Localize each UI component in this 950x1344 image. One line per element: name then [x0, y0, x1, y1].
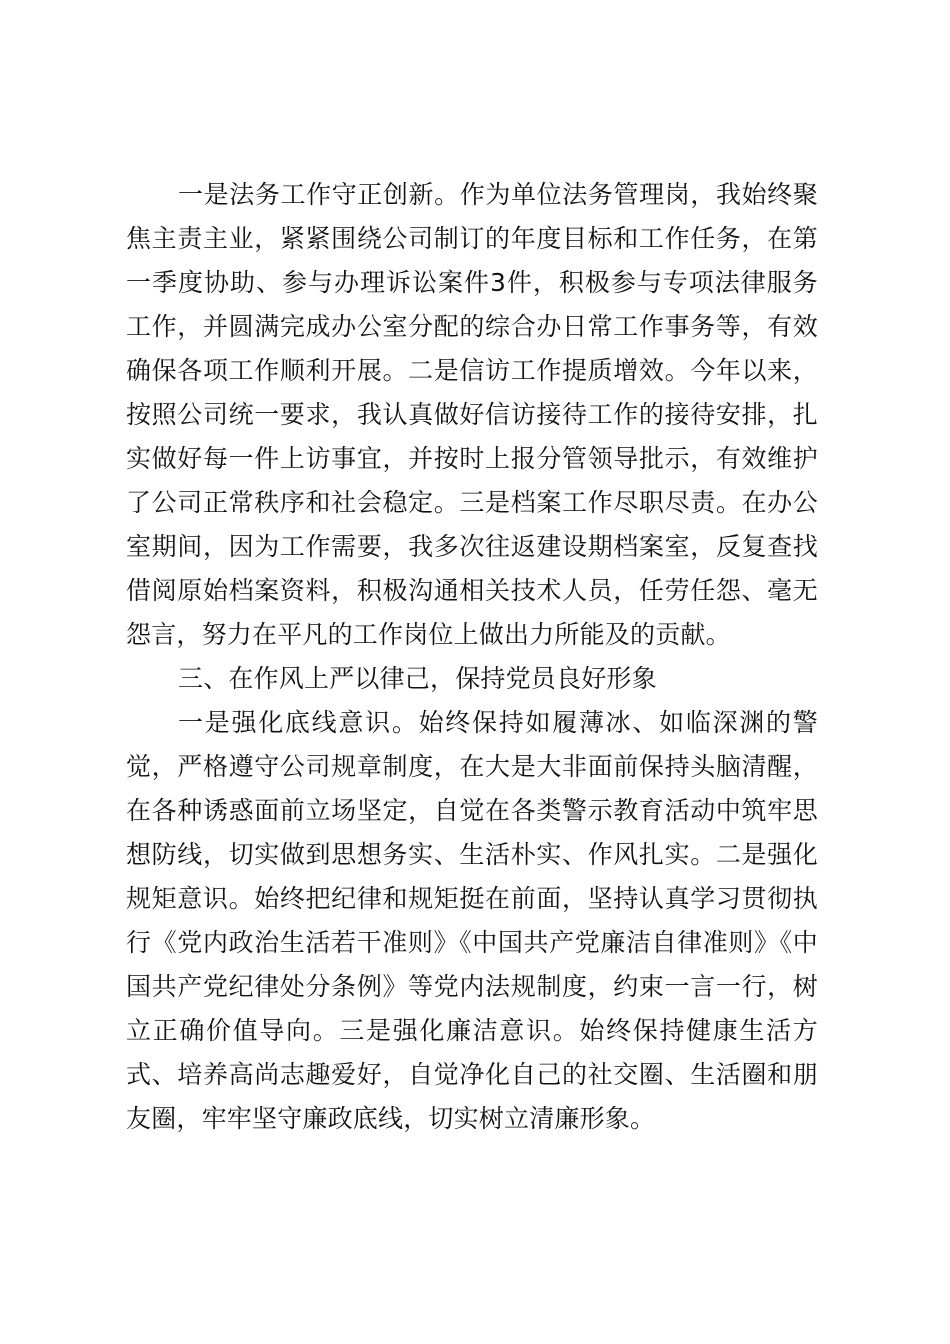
section-heading-work-style: 三、在作风上严以律己，保持党员良好形象: [178, 664, 657, 693]
document-body: [126, 173, 818, 1141]
paragraph-legal-petition-archive-work: 一是法务工作守正创新。作为单位法务管理岗，我始终聚焦主责主业，紧紧围绕公司制订的年度目标和工作任务，在第一季度协助、参与办理诉讼案件3件，积极参与专项法律服务工作，并圆满完成办公室分配的综合办日常工作事务等，有效确保各项工作顺利开展。二是信访工作提质增效。今年以来，按照公司统一要求，我认真做好信访接待工作的接待安排，扎实做好每一件上访事宜，并按时上报分管领导批示，有效维护了公司正常秩序和社会稳定。三是档案工作尽职尽责。在办公室期间，因为工作需要，我多次往返建设期档案室，反复查找借阅原始档案资料，积极沟通相关技术人员，任劳任怨、毫无怨言，努力在平凡的工作岗位上做出力所能及的贡献。: [126, 180, 818, 649]
paragraph-discipline-awareness: 一是强化底线意识。始终保持如履薄冰、如临深渊的警觉，严格遵守公司规章制度，在大是大非面前保持头脑清醒，在各种诱惑面前立场坚定，自觉在各类警示教育活动中筑牢思想防线，切实做到思想务实、生活朴实、作风扎实。二是强化规矩意识。始终把纪律和规矩挺在前面，坚持认真学习贯彻执行《党内政治生活若干准则》《中国共产党廉洁自律准则》《中国共产党纪律处分条例》等党内法规制度，约束一言一行，树立正确价值导向。三是强化廉洁意识。始终保持健康生活方式、培养高尚志趣爱好，自觉净化自己的社交圈、生活圈和朋友圈，牢牢坚守廉政底线，切实树立清廉形象。: [126, 708, 818, 1133]
